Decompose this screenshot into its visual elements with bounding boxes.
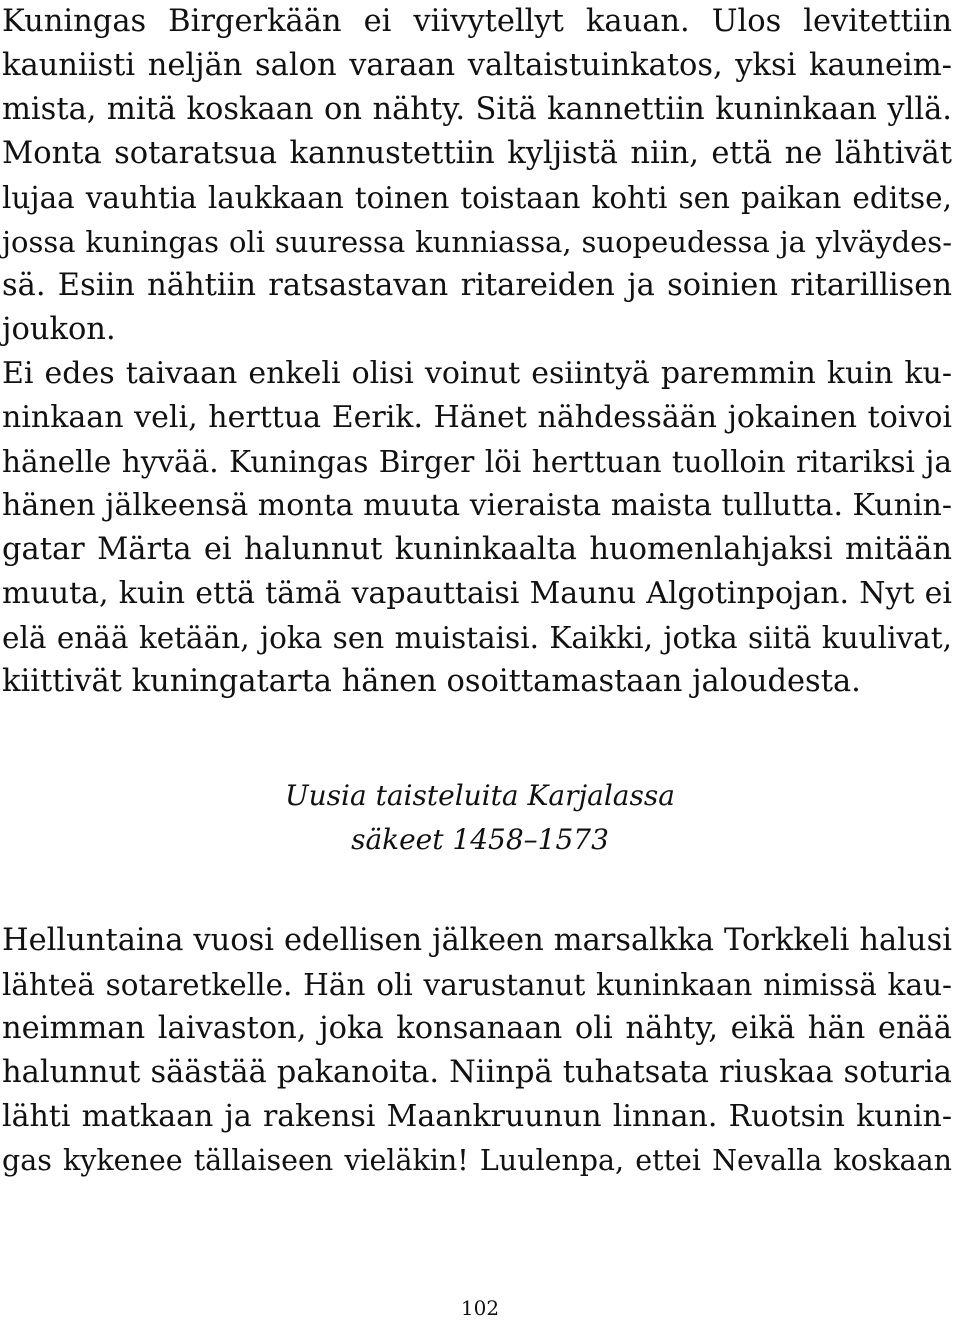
text-line: sä. Esiin nähtiin ratsastavan ritareiden ja soinien ritarillisen [2, 268, 952, 303]
text-line: kiittivät kuningatarta hänen osoittamastaan jaloudesta. [2, 664, 861, 699]
text-line: Kuningas Birgerkään ei viivytellyt kauan. Ulos levitettiin [2, 4, 952, 39]
chapter-subtitle: säkeet 1458–1573 [351, 823, 609, 856]
text-line: lähti matkaan ja rakensi Maankruunun linnan. Ruotsin kunin- [2, 1099, 952, 1134]
page-number: 102 [460, 1296, 500, 1320]
text-line: muuta, kuin että tämä vapauttaisi Maunu Algotinpojan. Nyt ei [2, 576, 952, 611]
text-line: Helluntaina vuosi edellisen jälkeen marsalkka Torkkeli halusi [2, 923, 952, 958]
text-line: elä enää ketään, joka sen muistaisi. Kaikki, jotka siitä kuulivat, [2, 621, 952, 655]
text-line: hänen jälkeensä monta muuta vieraista maista tullutta. Kunin- [2, 488, 952, 523]
text-line: mista, mitä koskaan on nähty. Sitä kannettiin kuninkaan yllä. [2, 92, 952, 127]
text-line: gas kykenee tällaiseen vieläkin! Luulenpa, ettei Nevalla koskaan [2, 1144, 952, 1177]
text-line: Monta sotaratsua kannustettiin kyljistä niin, että ne lähtivät [2, 136, 952, 171]
text-line: jossa kuningas oli suuressa kunniassa, suopeudessa ja ylväydes- [2, 225, 952, 259]
text-line: ninkaan veli, herttua Eerik. Hänet nähdessään jokainen toivoi [2, 400, 952, 435]
text-line: gatar Märta ei halunnut kuninkaalta huomenlahjaksi mitään [2, 532, 952, 567]
text-line: lujaa vauhtia laukkaan toinen toistaan kohti sen paikan editse, [2, 181, 952, 215]
chapter-title: Uusia taisteluita Karjalassa [285, 779, 675, 812]
text-line: kauniisti neljän salon varaan valtaistuinkatos, yksi kauneim- [2, 48, 952, 83]
text-line: hänelle hyvää. Kuningas Birger löi herttuan tuolloin ritariksi ja [2, 445, 952, 479]
text-line: Ei edes taivaan enkeli olisi voinut esiintyä paremmin kuin ku- [2, 356, 952, 391]
text-line: halunnut säästää pakanoita. Niinpä tuhatsata riuskaa soturia [2, 1055, 952, 1090]
text-line: lähteä sotaretkelle. Hän oli varustanut kuninkaan nimissä kau- [2, 968, 952, 1002]
text-line: joukon. [2, 312, 116, 347]
text-line: neimman laivaston, joka konsanaan oli nähty, eikä hän enää [2, 1011, 952, 1046]
